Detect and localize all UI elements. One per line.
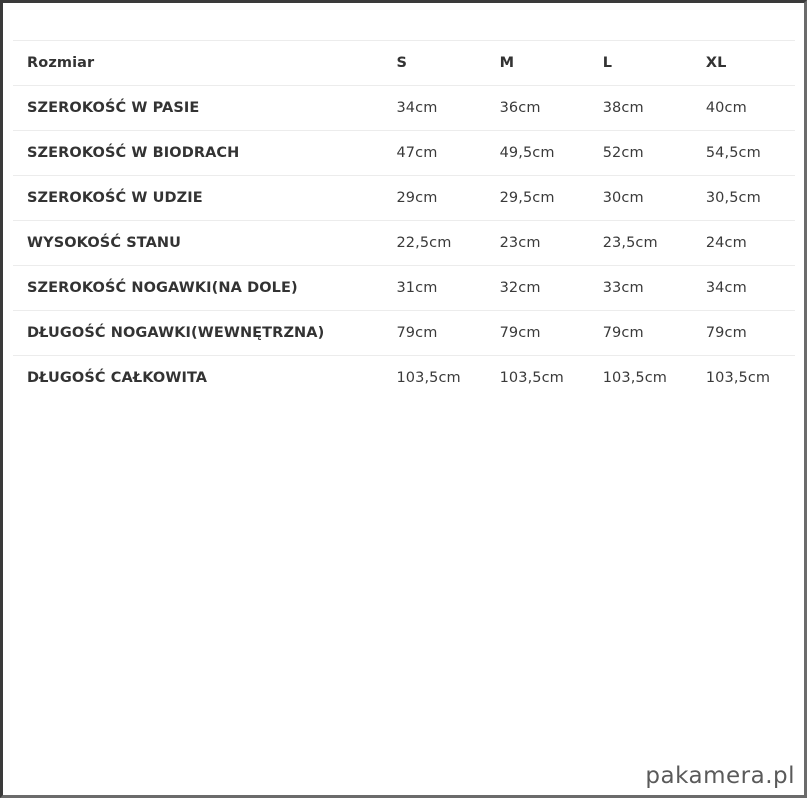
table-row (13, 356, 795, 401)
cell-value: 33cm (602, 280, 644, 296)
cell-value: 79cm (499, 325, 541, 341)
cell-value: 30cm (602, 190, 644, 206)
cell-value: 30,5cm (705, 190, 761, 206)
cell-value: 103,5cm (499, 370, 564, 386)
header-size-s: S (396, 55, 408, 71)
pakamera-watermark: pakamera.pl (645, 763, 795, 789)
cell-value: 36cm (499, 100, 541, 116)
cell-value: 40cm (705, 100, 747, 116)
cell-value: 32cm (499, 280, 541, 296)
cell-value: 47cm (396, 145, 438, 161)
row-label: DŁUGOŚĆ CAŁKOWITA (27, 370, 208, 386)
cell-value: 79cm (705, 325, 747, 341)
table-row (13, 131, 795, 176)
size-chart-table (13, 40, 795, 400)
cell-value: 38cm (602, 100, 644, 116)
cell-value: 23cm (499, 235, 541, 251)
cell-value: 34cm (705, 280, 747, 296)
row-label: SZEROKOŚĆ W BIODRACH (27, 145, 240, 161)
row-label: SZEROKOŚĆ W UDZIE (27, 190, 203, 206)
cell-value: 31cm (396, 280, 438, 296)
cell-value: 52cm (602, 145, 644, 161)
row-label: SZEROKOŚĆ W PASIE (27, 100, 200, 116)
table-row (13, 86, 795, 131)
cell-value: 79cm (396, 325, 438, 341)
cell-value: 23,5cm (602, 235, 658, 251)
header-label: Rozmiar (27, 55, 95, 71)
cell-value: 34cm (396, 100, 438, 116)
table-row (13, 311, 795, 356)
row-label: DŁUGOŚĆ NOGAWKI(WEWNĘTRZNA) (27, 325, 325, 341)
cell-value: 24cm (705, 235, 747, 251)
header-size-l: L (602, 55, 613, 71)
table-row (13, 266, 795, 311)
table-row (13, 176, 795, 221)
cell-value: 79cm (602, 325, 644, 341)
table-header-row (13, 41, 795, 86)
row-label: WYSOKOŚĆ STANU (27, 235, 182, 251)
cell-value: 103,5cm (602, 370, 668, 386)
row-label: SZEROKOŚĆ NOGAWKI(NA DOLE) (27, 280, 298, 296)
cell-value: 29cm (396, 190, 438, 206)
cell-value: 49,5cm (499, 145, 555, 161)
header-size-m: M (499, 55, 515, 71)
cell-value: 103,5cm (705, 370, 771, 386)
cell-value: 103,5cm (396, 370, 461, 386)
cell-value: 22,5cm (396, 235, 452, 251)
cell-value: 29,5cm (499, 190, 555, 206)
cell-value: 54,5cm (705, 145, 761, 161)
header-size-xl: XL (705, 55, 727, 71)
table-row (13, 221, 795, 266)
